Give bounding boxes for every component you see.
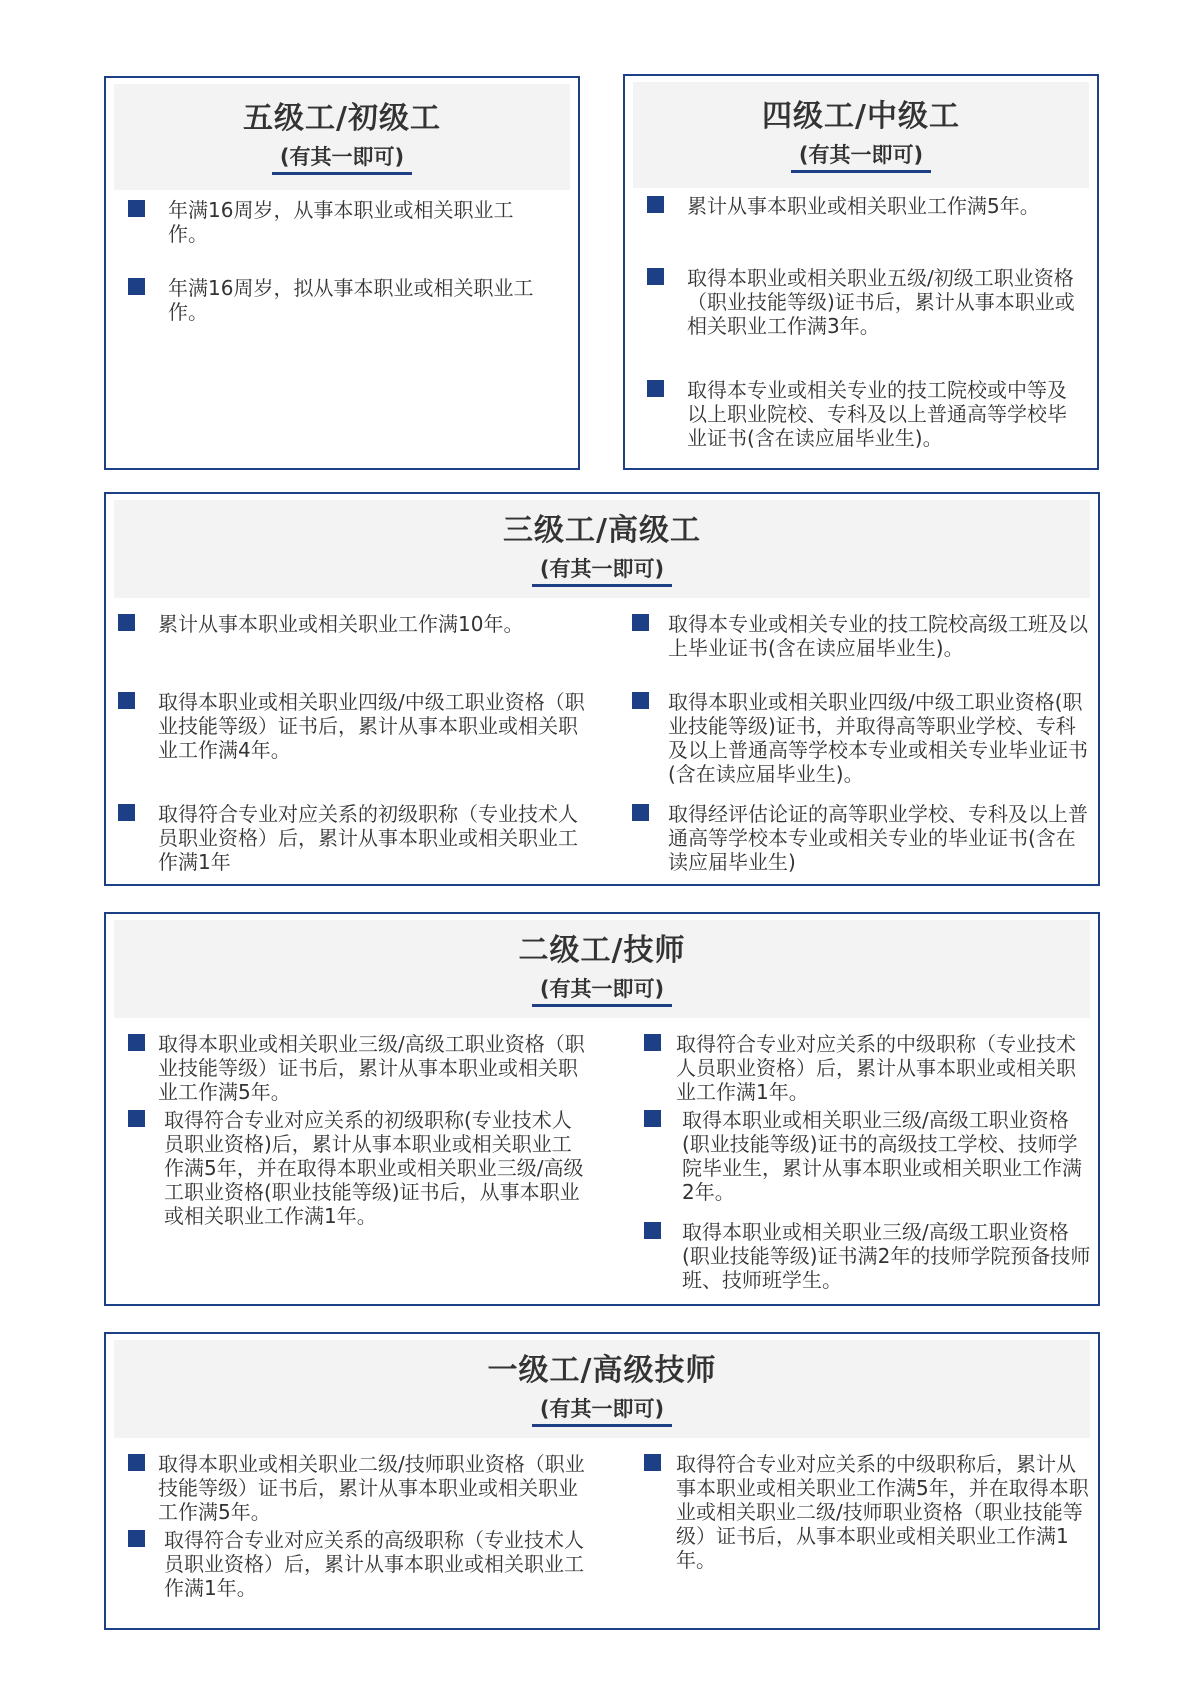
square-bullet-icon bbox=[632, 614, 649, 631]
square-bullet-icon bbox=[644, 1034, 661, 1051]
list-item: 取得符合专业对应关系的中级职称后，累计从事本职业或相关职业工作满5年，并在取得本职业或相关职业二级/技师职业资格（职业技能等级）证书后，从事本职业或相关职业工作满1年。 bbox=[644, 1452, 1092, 1572]
list-item: 取得符合专业对应关系的初级职称(专业技术人员职业资格)后，累计从事本职业或相关职业工作满5年，并在取得本职业或相关职业三级/高级工职业资格(职业技能等级)证书后，从事本职业或相关职业工作满1年。 bbox=[128, 1108, 588, 1228]
square-bullet-icon bbox=[644, 1110, 661, 1127]
section-title: 五级工/初级工 bbox=[243, 101, 441, 136]
square-bullet-icon bbox=[128, 278, 145, 295]
section-header bbox=[633, 82, 1089, 188]
list-item: 取得本职业或相关职业五级/初级工职业资格（职业技能等级)证书后，累计从事本职业或相关职业工作满3年。 bbox=[647, 266, 1077, 338]
section-level-1 bbox=[104, 1332, 1100, 1630]
section-header bbox=[114, 920, 1090, 1018]
square-bullet-icon bbox=[647, 268, 664, 285]
list-item: 取得本职业或相关职业四级/中级工职业资格(职业技能等级)证书，并取得高等职业学校、专科及以上普通高等学校本专业或相关专业毕业证书(含在读应届毕业生)。 bbox=[632, 690, 1090, 786]
square-bullet-icon bbox=[118, 614, 135, 631]
section-title: 四级工/中级工 bbox=[762, 99, 960, 134]
section-subtitle: (有其一即可) bbox=[532, 556, 672, 587]
list-item: 取得本职业或相关职业三级/高级工职业资格(职业技能等级)证书满2年的技师学院预备技师班、技师班学生。 bbox=[644, 1220, 1092, 1292]
section-subtitle: (有其一即可) bbox=[791, 142, 931, 173]
square-bullet-icon bbox=[647, 380, 664, 397]
section-level-5 bbox=[104, 76, 580, 470]
list-item: 取得本职业或相关职业三级/高级工职业资格(职业技能等级)证书的高级技工学校、技师学院毕业生，累计从事本职业或相关职业工作满 2年。 bbox=[644, 1108, 1092, 1204]
list-item: 取得本专业或相关专业的技工院校高级工班及以上毕业证书(含在读应届毕业生)。 bbox=[632, 612, 1090, 660]
section-title: 三级工/高级工 bbox=[503, 513, 701, 548]
section-level-4 bbox=[623, 74, 1099, 470]
list-item: 取得本职业或相关职业三级/高级工职业资格（职业技能等级）证书后，累计从事本职业或相关职业工作满5年。 bbox=[128, 1032, 588, 1104]
list-item: 年满16周岁，从事本职业或相关职业工作。 bbox=[128, 198, 548, 246]
list-item: 累计从事本职业或相关职业工作满5年。 bbox=[647, 194, 1077, 218]
section-level-3 bbox=[104, 492, 1100, 886]
square-bullet-icon bbox=[647, 196, 664, 213]
section-level-2 bbox=[104, 912, 1100, 1306]
square-bullet-icon bbox=[128, 200, 145, 217]
list-item: 取得本职业或相关职业二级/技师职业资格（职业技能等级）证书后，累计从事本职业或相关职业工作满5年。 bbox=[128, 1452, 588, 1524]
square-bullet-icon bbox=[632, 692, 649, 709]
list-item: 取得符合专业对应关系的中级职称（专业技术人员职业资格）后，累计从事本职业或相关职业工作满1年。 bbox=[644, 1032, 1092, 1104]
square-bullet-icon bbox=[644, 1454, 661, 1471]
section-title: 一级工/高级技师 bbox=[487, 1353, 717, 1388]
section-subtitle: (有其一即可) bbox=[272, 144, 412, 175]
section-title: 二级工/技师 bbox=[518, 933, 686, 968]
square-bullet-icon bbox=[128, 1034, 145, 1051]
square-bullet-icon bbox=[128, 1454, 145, 1471]
section-header bbox=[114, 1340, 1090, 1438]
section-subtitle: (有其一即可) bbox=[532, 1396, 672, 1427]
section-header bbox=[114, 84, 570, 190]
section-header bbox=[114, 500, 1090, 598]
list-item: 取得本专业或相关专业的技工院校或中等及以上职业院校、专科及以上普通高等学校毕业证书(含在读应届毕业生)。 bbox=[647, 378, 1077, 450]
list-item: 累计从事本职业或相关职业工作满10年。 bbox=[118, 612, 588, 636]
square-bullet-icon bbox=[118, 692, 135, 709]
square-bullet-icon bbox=[644, 1222, 661, 1239]
square-bullet-icon bbox=[632, 804, 649, 821]
square-bullet-icon bbox=[118, 804, 135, 821]
list-item: 取得本职业或相关职业四级/中级工职业资格（职业技能等级）证书后，累计从事本职业或相关职业工作满4年。 bbox=[118, 690, 588, 762]
list-item: 取得符合专业对应关系的高级职称（专业技术人员职业资格）后，累计从事本职业或相关职业工作满1年。 bbox=[128, 1528, 588, 1600]
square-bullet-icon bbox=[128, 1530, 145, 1547]
square-bullet-icon bbox=[128, 1110, 145, 1127]
list-item: 取得符合专业对应关系的初级职称（专业技术人员职业资格）后，累计从事本职业或相关职业工作满1年 bbox=[118, 802, 588, 874]
section-subtitle: (有其一即可) bbox=[532, 976, 672, 1007]
list-item: 取得经评估论证的高等职业学校、专科及以上普通高等学校本专业或相关专业的毕业证书(含在读应届毕业生) bbox=[632, 802, 1090, 874]
list-item: 年满16周岁，拟从事本职业或相关职业工作。 bbox=[128, 276, 548, 324]
